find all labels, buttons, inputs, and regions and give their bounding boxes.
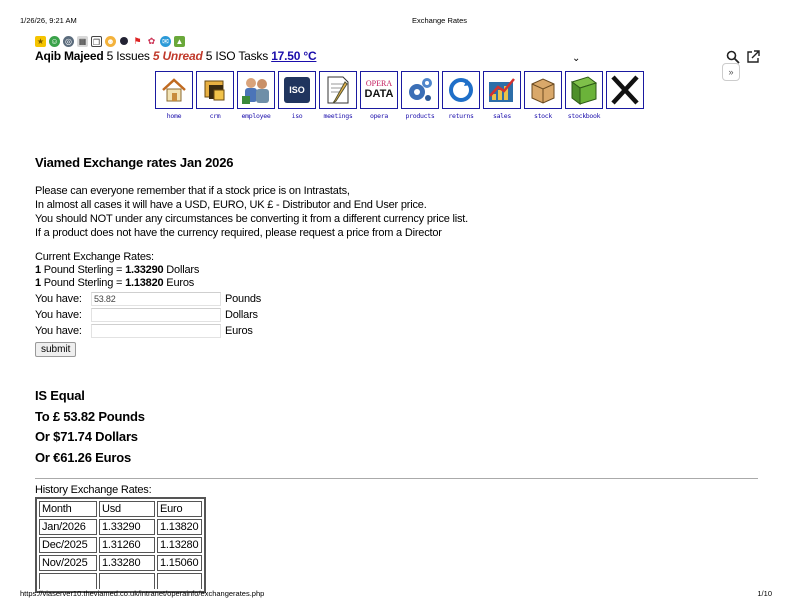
euros-row	[35, 323, 755, 339]
nav-item-products[interactable]	[401, 71, 439, 120]
euros-input[interactable]	[91, 324, 221, 338]
nav-item-meetings[interactable]	[319, 71, 357, 120]
pounds-row	[35, 291, 755, 307]
temperature-link[interactable]: 17.50 °C	[271, 49, 317, 63]
meetings-icon[interactable]	[319, 71, 357, 109]
zoom-search-icon[interactable]	[726, 50, 740, 64]
print-datetime: 1/26/26, 9:21 AM	[20, 16, 77, 25]
field-label: You have:	[35, 325, 82, 337]
result-line: Or €61.26 Euros	[35, 449, 131, 465]
nav-label[interactable]: crm	[209, 112, 221, 120]
stockbook-icon[interactable]	[565, 71, 603, 109]
history-table	[35, 497, 206, 593]
table-header-row	[39, 501, 202, 517]
top-right-tools	[726, 50, 760, 64]
bag-icon[interactable]: ▲	[175, 36, 184, 46]
nav-item-home[interactable]	[155, 71, 193, 120]
sales-icon[interactable]	[483, 71, 521, 109]
main-content	[35, 155, 755, 468]
table-cell: Nov/2025	[39, 555, 97, 571]
iso-icon[interactable]	[278, 71, 316, 109]
table-cell	[99, 573, 155, 589]
table-cell: 1.13280	[157, 537, 202, 553]
open-external-icon[interactable]	[746, 50, 760, 64]
column-header: Euro	[157, 501, 202, 517]
column-header: Usd	[99, 501, 155, 517]
table-cell: 1.33280	[99, 555, 155, 571]
converter-form	[35, 291, 755, 357]
table-row-cut	[39, 573, 202, 589]
print-url: https://viaserver10.theviamed.co.uk/intranet/operainfo/exchangerates.php	[20, 589, 265, 598]
history-section	[35, 484, 206, 593]
submit-button[interactable]: submit	[35, 342, 76, 357]
chevron-down-icon[interactable]: ⌄	[572, 53, 581, 64]
table-cell: 1.31260	[99, 537, 155, 553]
notice-line: In almost all cases it will have a USD, EURO, UK £ - Distributor and End User price.	[35, 199, 427, 211]
notice-line: Please can everyone remember that if a stock price is on Intrastats,	[35, 185, 350, 197]
table-cell	[157, 573, 202, 589]
unit-label: Dollars	[225, 309, 258, 321]
nav-item-crm[interactable]	[196, 71, 234, 120]
nav-item-opera[interactable]	[360, 71, 398, 120]
unread-count[interactable]: 5 Unread	[152, 49, 203, 63]
opera-icon-top: OPERA	[365, 79, 393, 88]
table-row	[39, 519, 202, 535]
print-title: Exchange Rates	[412, 16, 468, 25]
field-label: You have:	[35, 293, 82, 305]
table-row	[39, 537, 202, 553]
page-title: Viamed Exchange rates Jan 2026	[35, 155, 234, 170]
returns-icon[interactable]	[442, 71, 480, 109]
notice-block	[35, 184, 755, 240]
column-header: Month	[39, 501, 97, 517]
house-icon[interactable]	[155, 71, 193, 109]
copy-icon[interactable]: ❐	[92, 37, 101, 47]
nav-label[interactable]: opera	[369, 112, 389, 120]
nav-item-returns[interactable]	[442, 71, 480, 120]
nav-item-iso[interactable]	[278, 71, 316, 120]
expand-chevron-icon[interactable]: »	[722, 63, 740, 81]
iso-badge: ISO	[284, 77, 310, 103]
table-cell: Dec/2025	[39, 537, 97, 553]
globe-icon[interactable]: ◎	[63, 36, 74, 47]
crm-icon[interactable]	[196, 71, 234, 109]
nav-item-employee[interactable]	[237, 71, 275, 120]
dollars-input[interactable]	[91, 308, 221, 322]
nav-label[interactable]: products	[405, 112, 435, 120]
result-line: IS Equal	[35, 388, 85, 403]
nav-label[interactable]: iso	[291, 112, 303, 120]
table-row	[39, 555, 202, 571]
opera-icon-bottom: DATA	[364, 88, 394, 100]
quick-icon-row	[35, 34, 185, 48]
pounds-input[interactable]: 53.82	[91, 292, 221, 306]
smiley-icon[interactable]: ☺	[50, 36, 59, 46]
table-cell: 1.15060	[157, 555, 202, 571]
nav-label[interactable]: stockbook	[567, 112, 601, 120]
table-cell: 1.13820	[157, 519, 202, 535]
notice-line: You should NOT under any circumstances be converting it from a different currency price list.	[35, 213, 469, 225]
table-cell	[39, 573, 97, 589]
result-line: To £ 53.82 Pounds	[35, 408, 145, 424]
user-status-line	[35, 49, 316, 63]
nav-item-stockbook[interactable]	[565, 71, 603, 120]
main-nav	[155, 71, 644, 120]
grid-icon[interactable]: ▦	[78, 36, 87, 46]
dot-icon[interactable]	[120, 37, 128, 45]
print-header	[20, 16, 772, 26]
nav-item-stock[interactable]	[524, 71, 562, 120]
emoji-icon[interactable]: ☻	[106, 36, 115, 46]
employee-icon[interactable]	[237, 71, 275, 109]
unit-label: Euros	[225, 325, 253, 337]
nav-label[interactable]: home	[166, 112, 182, 120]
stock-icon[interactable]	[524, 71, 562, 109]
table-cell: Jan/2026	[39, 519, 97, 535]
field-label: You have:	[35, 309, 82, 321]
history-label: History Exchange Rates:	[35, 484, 152, 496]
user-name[interactable]: Aqib Majeed	[35, 49, 104, 63]
print-page-number: 1/10	[757, 589, 772, 598]
chat-icon[interactable]: ✉	[160, 36, 171, 47]
result-line: Or $71.74 Dollars	[35, 429, 138, 444]
nav-label[interactable]: employee	[241, 112, 271, 120]
rate-usd: 1 Pound Sterling = 1.33290 Dollars	[35, 264, 200, 276]
opera-data-icon[interactable]	[360, 71, 398, 109]
nav-label[interactable]: sales	[492, 112, 512, 120]
notice-line: If a product does not have the currency required, please request a price from a Director	[35, 227, 442, 239]
issues-count[interactable]: 5 Issues	[106, 49, 150, 63]
close-x-icon[interactable]	[606, 71, 644, 109]
nav-label[interactable]: meetings	[323, 112, 353, 120]
nav-item-close[interactable]	[606, 71, 644, 120]
star-icon[interactable]: ★	[36, 36, 45, 46]
flag-icon[interactable]: ⚑	[133, 35, 142, 46]
nav-label[interactable]: stock	[533, 112, 553, 120]
rate-eur: 1 Pound Sterling = 1.13820 Euros	[35, 277, 195, 289]
current-rates-label: Current Exchange Rates:	[35, 251, 154, 263]
table-cell: 1.33290	[99, 519, 155, 535]
products-icon[interactable]	[401, 71, 439, 109]
current-rates	[35, 251, 755, 290]
conversion-results	[35, 386, 755, 468]
nav-item-sales[interactable]	[483, 71, 521, 120]
iso-tasks-count[interactable]: 5 ISO Tasks	[205, 49, 269, 63]
unit-label: Pounds	[225, 293, 262, 305]
nav-label[interactable]: returns	[448, 112, 474, 120]
cat-icon[interactable]: ✿	[147, 35, 156, 46]
divider	[35, 478, 758, 479]
dollars-row	[35, 307, 755, 323]
